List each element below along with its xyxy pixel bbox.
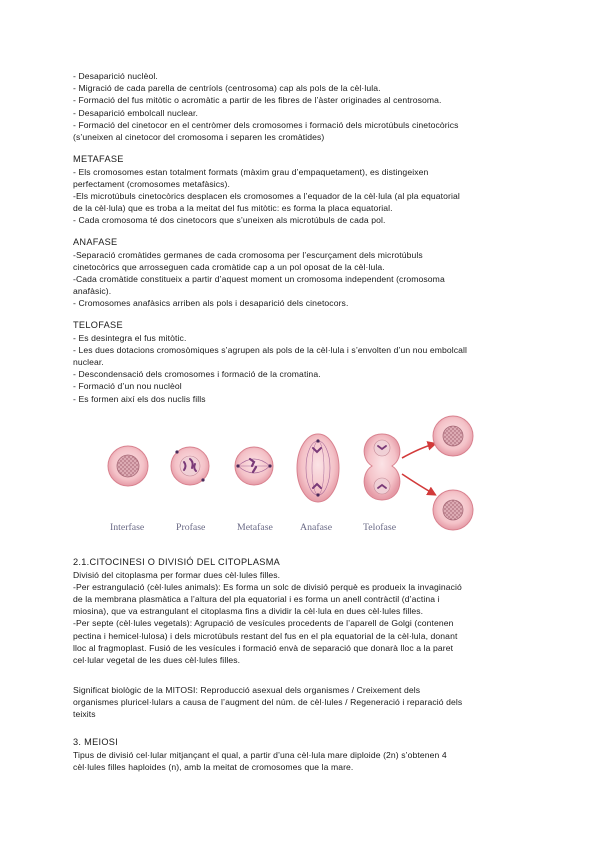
text-line: - Cada cromosoma té dos cinetocors que s’uneixen als microtúbuls de cada pol. xyxy=(73,215,386,226)
citocinesi-section xyxy=(73,556,533,666)
text-line: - Les dues dotacions cromosòmiques s’agrupen als pols de la cèl·lula i s’envolten d’un nou embolcall xyxy=(73,344,468,355)
anafase-cell xyxy=(297,434,339,502)
text-line: - Formació del fus mitòtic o acromàtic a partir de les fibres de l’àster originades al centrosoma. xyxy=(73,95,442,106)
text-line: - Formació del cinetocor en el centròmer dels cromosomes i formació dels microtúbuls cinetocòrics xyxy=(73,119,459,130)
section-heading: TELOFASE xyxy=(73,320,123,330)
metafase-cell xyxy=(235,447,273,485)
text-line: perfectament (cromosomes metafàsics). xyxy=(73,178,231,189)
section-heading: 3. MEIOSI xyxy=(73,737,119,747)
text-line: -Separació cromàtides germanes de cada cromosoma per l’escurçament dels microtúbuls xyxy=(73,249,423,260)
telofase-section xyxy=(73,319,533,405)
text-line: anafàsic). xyxy=(73,286,112,297)
text-line: Divisió del citoplasma per formar dues cèl·lules filles. xyxy=(73,569,281,580)
daughter-cell-bottom xyxy=(433,490,473,530)
text-line: - Descondensació dels cromosomes i formació de la cromatina. xyxy=(73,369,321,380)
text-line: - Cromosomes anafàsics arriben als pols i desaparició dels cinetocors. xyxy=(73,298,349,309)
label-telofase: Telofase xyxy=(363,522,397,533)
anafase-section xyxy=(73,236,533,310)
section-heading: 2.1.CITOCINESI O DIVISIÓ DEL CITOPLASMA xyxy=(73,557,281,567)
text-line: cèl·lules filles haploides (n), amb la meitat de cromosomes que la mare. xyxy=(73,761,354,772)
text-line: pectina i hemicel·lulosa) i dels microtúbuls restant del fus en el pla equatorial de la cèl·lula, donant xyxy=(73,630,458,641)
text-line: cinetocòrics que arrosseguen cada cromàtide cap a un pol oposat de la cèl·lula. xyxy=(73,261,385,272)
text-line: - Es formen així els dos nuclis fills xyxy=(73,393,206,404)
text-line: teixits xyxy=(73,709,96,720)
text-line: (s’uneixen al cinetocor del cromosoma i separen les cromàtides) xyxy=(73,132,325,143)
text-line: Significat biològic de la MITOSI: Reproducció asexual dels organismes / Creixement dels xyxy=(73,685,421,695)
label-profase: Profase xyxy=(176,522,206,533)
text-line: -Els microtúbuls cinetocòrics desplacen els cromosomes a l’equador de la cèl·lula (al pla equatorial xyxy=(73,191,460,201)
text-line: Tipus de divisió cel·lular mitjançant el qual, a partir d’una cèl·lula mare diploide (2n) s’obtenen 4 xyxy=(73,749,447,760)
text-line: - Desaparició embolcall nuclear. xyxy=(73,107,199,118)
text-line: - Formació d’un nou nuclèol xyxy=(73,381,182,392)
text-line: - Desaparició nuclèol. xyxy=(73,71,158,81)
text-line: -Cada cromàtide constitueix a partir d’aquest moment un cromosoma independent (cromosoma xyxy=(73,274,445,284)
telofase-cell xyxy=(364,434,400,500)
text-line: - Migració de cada parella de centríols (centrosoma) cap als pols de la cèl·lula. xyxy=(73,83,381,94)
label-metafase: Metafase xyxy=(237,522,273,533)
profase-list xyxy=(73,70,533,143)
text-line: de la membrana plasmàtica a l’altura del pla equatorial i es forma un anell contràctil (d’actina i xyxy=(73,594,440,604)
mitosis-phases-figure xyxy=(80,412,480,538)
text-line: - Els cromosomes estan totalment formats (màxim grau d’empaquetament), es distingeixen xyxy=(73,166,429,177)
significat-paragraph xyxy=(73,684,533,721)
text-line: nuclear. xyxy=(73,357,104,367)
meiosi-section xyxy=(73,736,533,773)
daughter-cell-top xyxy=(433,416,473,456)
text-line: - Es desintegra el fus mitòtic. xyxy=(73,332,187,343)
profase-cell xyxy=(171,447,209,485)
text-line: organismes pluricel·lulars a causa de l’augment del núm. de cèl·lules / Regeneració i reparació dels xyxy=(73,697,463,708)
label-interfase: Interfase xyxy=(110,522,145,533)
text-line: lloc al fragmoplast. Fusió de les vesícules i formació envà de separació que donarà lloc a la paret xyxy=(73,642,454,653)
text-line: miosina), que va estrangulant el citoplasma fins a dividir la cèl·lula en dues cèl·lules filles. xyxy=(73,606,424,617)
arrow-up xyxy=(402,444,434,458)
arrow-down xyxy=(402,474,434,494)
section-heading: METAFASE xyxy=(73,154,124,164)
text-line: -Per estrangulació (cèl·lules animals): Es forma un solc de divisió perquè es produeix la invaginació xyxy=(73,581,462,592)
metafase-section xyxy=(73,153,533,227)
text-line: de la cèl·lula) que es troba a la meitat del fus mitòtic: es forma la placa equatorial. xyxy=(73,203,393,214)
text-line: cel·lular vegetal de les dues cèl·lules filles. xyxy=(73,655,241,666)
label-anafase: Anafase xyxy=(300,522,333,533)
section-heading: ANAFASE xyxy=(73,237,118,247)
text-line: -Per septe (cèl·lules vegetals): Agrupació de vesícules procedents de l’aparell de Golgi (contenen xyxy=(73,618,454,629)
interfase-cell xyxy=(108,446,148,486)
